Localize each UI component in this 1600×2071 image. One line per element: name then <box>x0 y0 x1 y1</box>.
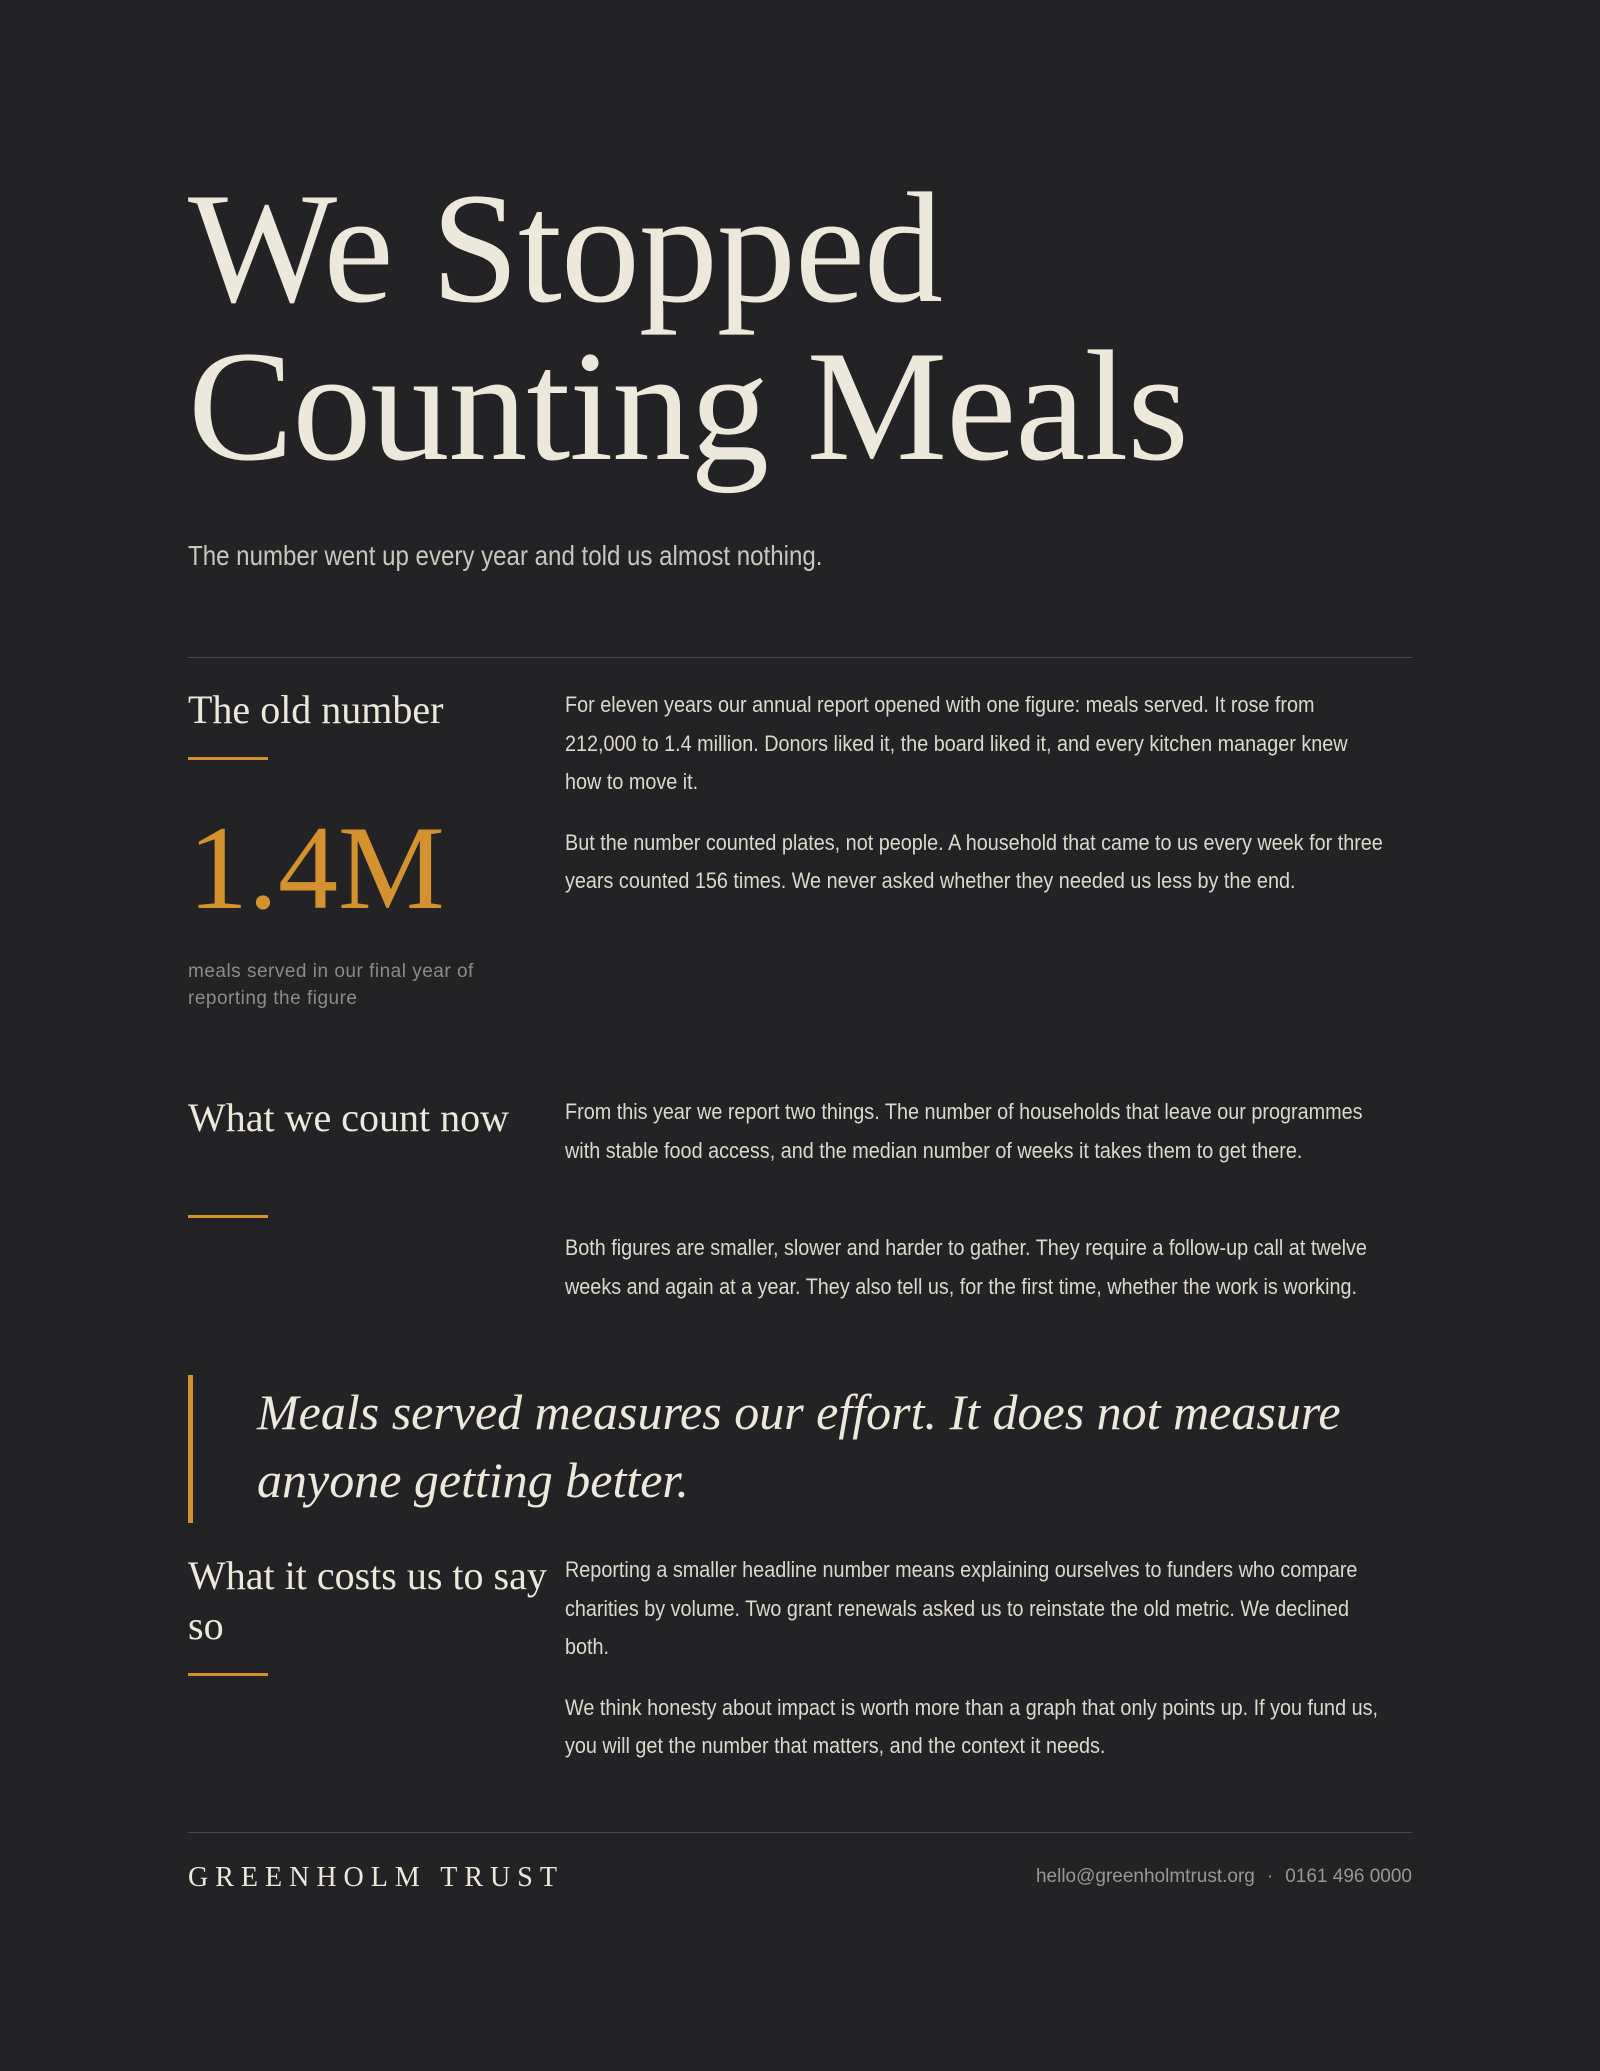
accent-bar-cost <box>188 1673 268 1676</box>
footer-email[interactable]: hello@greenholmtrust.org <box>1035 1866 1255 1887</box>
section-heading-count-now: What we count now <box>188 1095 510 1140</box>
section-body-old-number <box>565 686 1384 901</box>
footer-brand: GREENHOLM TRUST <box>188 1862 564 1893</box>
footer-contact <box>1036 1866 1412 1888</box>
accent-bar-count-now <box>188 1215 268 1218</box>
page-subtitle: The number went up every year and told us almost nothing. <box>188 540 823 571</box>
stat-caption: meals served in our final year of reporting the figure <box>188 961 474 1009</box>
paragraph: For eleven years our annual report opened with one figure: meals served. It rose from 212,000 to 1.4 million. Donors liked it, the board liked it, and every kitchen manager knew how to move it. <box>565 692 1348 794</box>
paragraph: Both figures are smaller, slower and harder to gather. They require a follow-up call at twelve weeks and again at a year. They also tell us, for the first time, whether the work is working. <box>565 1235 1367 1299</box>
pull-quote: Meals served measures our effort. It does not measure anyone getting better. <box>257 1384 1341 1508</box>
paragraph: We think honesty about impact is worth more than a graph that only points up. If you fund us, you will get the number that matters, and the context it needs. <box>565 1694 1379 1758</box>
page-title-line-2: Counting Meals <box>188 319 1188 494</box>
section-body-cost <box>565 1551 1384 1766</box>
paragraph: But the number counted plates, not people. A household that came to us every week for three years counted 156 times. We never asked whether they needed us less by the end. <box>565 829 1383 893</box>
footer-separator: · <box>1266 1866 1274 1887</box>
section-heading-cost: What it costs us to say so <box>188 1553 547 1648</box>
paragraph: From this year we report two things. The number of households that leave our programmes with stable food access, and the median number of weeks it takes them to get there. <box>565 1099 1363 1163</box>
stat-value: 1.4M <box>188 801 445 934</box>
page-title-line-1: We Stopped <box>188 161 943 336</box>
divider-bottom <box>188 1832 1412 1833</box>
quote-accent-bar <box>188 1375 193 1523</box>
section-heading-old-number: The old number <box>188 687 444 732</box>
divider-top <box>188 657 1412 658</box>
footer-phone[interactable]: 0161 496 0000 <box>1285 1866 1412 1887</box>
paragraph: Reporting a smaller headline number means explaining ourselves to funders who compare charities by volume. Two grant renewals asked us to reinstate the old metric. We declined both. <box>565 1557 1358 1659</box>
page-title <box>188 161 1448 494</box>
accent-bar-old-number <box>188 757 268 760</box>
section-body-count-now <box>565 1093 1384 1306</box>
